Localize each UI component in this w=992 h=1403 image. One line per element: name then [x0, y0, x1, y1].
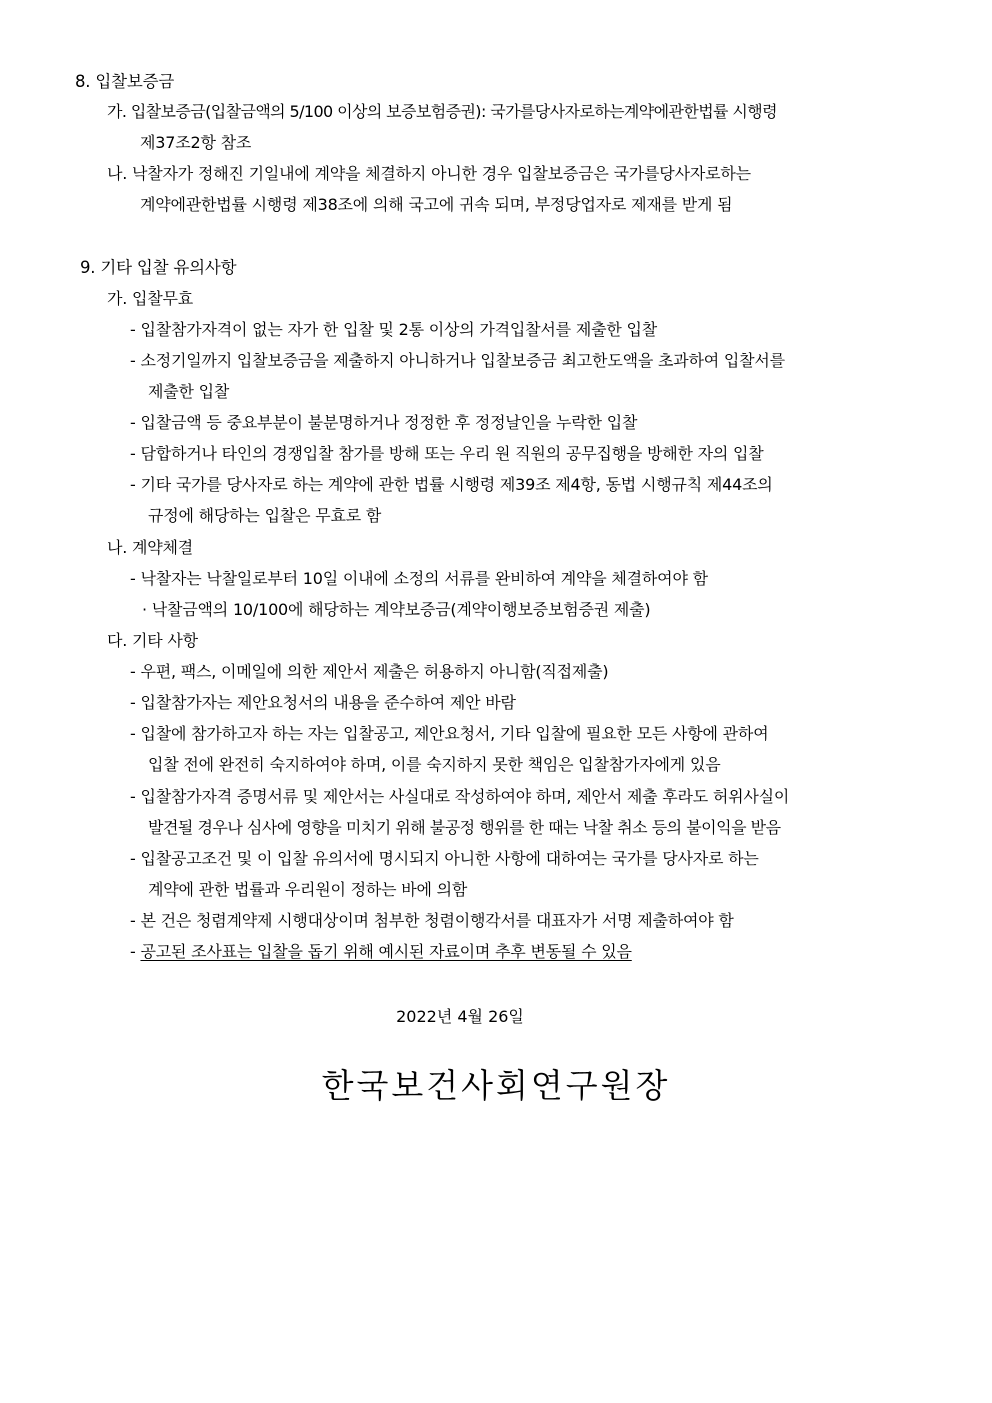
- section-9-na-heading: 나. 계약체결: [107, 538, 194, 557]
- section-9-da-bullet-5-line1: - 입찰공고조건 및 이 입찰 유의서에 명시되지 아니한 사항에 대하여는 국가를 당사자로 하는: [130, 849, 759, 868]
- section-9-ga-bullet-2-line1: - 소정기일까지 입찰보증금을 제출하지 아니하거나 입찰보증금 최고한도액을 초과하여 입찰서를: [130, 351, 785, 370]
- section-9-da-bullet-2: - 입찰참가자는 제안요청서의 내용을 준수하여 제안 바람: [130, 693, 516, 712]
- section-9-ga-bullet-5-line1: - 기타 국가를 당사자로 하는 계약에 관한 법률 시행령 제39조 제4항, 동법 시행규칙 제44조의: [130, 475, 773, 494]
- section-9-da-bullet-4-line2: 발견될 경우나 심사에 영향을 미치기 위해 불공정 행위를 한 때는 낙찰 취소 등의 불이익을 받음: [148, 818, 781, 837]
- underlined-notice-text: 공고된 조사표는 입찰을 돕기 위해 예시된 자료이며 추후 변동될 수 있음: [140, 942, 632, 961]
- section-9-ga-bullet-5-line2: 규정에 해당하는 입찰은 무효로 함: [148, 506, 382, 525]
- section-9-da-heading: 다. 기타 사항: [107, 631, 198, 650]
- section-9-ga-bullet-4: - 담합하거나 타인의 경쟁입찰 참가를 방해 또는 우리 원 직원의 공무집행을 방해한 자의 입찰: [130, 444, 764, 463]
- section-9-title: 9. 기타 입찰 유의사항: [80, 258, 237, 277]
- section-8-item-ga-line1: 가. 입찰보증금(입찰금액의 5/100 이상의 보증보험증권): 국가를당사자로하는계약에관한법률 시행령: [107, 102, 777, 121]
- section-9-da-bullet-4-line1: - 입찰참가자격 증명서류 및 제안서는 사실대로 작성하여야 하며, 제안서 제출 후라도 허위사실이: [130, 787, 790, 806]
- issuer-signature: 한국보건사회연구원장: [321, 1066, 671, 1105]
- section-9-ga-bullet-3: - 입찰금액 등 중요부분이 불분명하거나 정정한 후 정정날인을 누락한 입찰: [130, 413, 638, 432]
- section-9-da-bullet-7: [130, 941, 632, 963]
- section-9-na-sub-bullet-1: · 낙찰금액의 10/100에 해당하는 계약보증금(계약이행보증보험증권 제출): [142, 600, 651, 619]
- section-8-item-na-line1: 나. 낙찰자가 정해진 기일내에 계약을 체결하지 아니한 경우 입찰보증금은 국가를당사자로하는: [107, 164, 751, 183]
- bullet-dash: -: [130, 942, 141, 961]
- section-9-da-bullet-6: - 본 건은 청렴계약제 시행대상이며 첨부한 청렴이행각서를 대표자가 서명 제출하여야 함: [130, 911, 734, 930]
- section-9-da-bullet-5-line2: 계약에 관한 법률과 우리원이 정하는 바에 의함: [148, 880, 468, 899]
- section-9-na-bullet-1: - 낙찰자는 낙찰일로부터 10일 이내에 소정의 서류를 완비하여 계약을 체결하여야 함: [130, 569, 708, 588]
- section-9-ga-bullet-2-line2: 제출한 입찰: [148, 382, 230, 401]
- section-9-da-bullet-3-line2: 입찰 전에 완전히 숙지하여야 하며, 이를 숙지하지 못한 책임은 입찰참가자에게 있음: [148, 755, 721, 774]
- section-8-item-ga-line2: 제37조2항 참조: [140, 133, 252, 152]
- section-9-ga-heading: 가. 입찰무효: [107, 289, 194, 308]
- section-9-da-bullet-1: - 우편, 팩스, 이메일에 의한 제안서 제출은 허용하지 아니함(직접제출): [130, 662, 609, 681]
- section-9-da-bullet-3-line1: - 입찰에 참가하고자 하는 자는 입찰공고, 제안요청서, 기타 입찰에 필요한 모든 사항에 관하여: [130, 724, 769, 743]
- section-9-ga-bullet-1: - 입찰참가자격이 없는 자가 한 입찰 및 2통 이상의 가격입찰서를 제출한 입찰: [130, 320, 657, 339]
- section-8-item-na-line2: 계약에관한법률 시행령 제38조에 의해 국고에 귀속 되며, 부정당업자로 제재를 받게 됨: [140, 195, 733, 214]
- section-8-title: 8. 입찰보증금: [75, 72, 175, 91]
- document-date: 2022년 4월 26일: [396, 1007, 524, 1026]
